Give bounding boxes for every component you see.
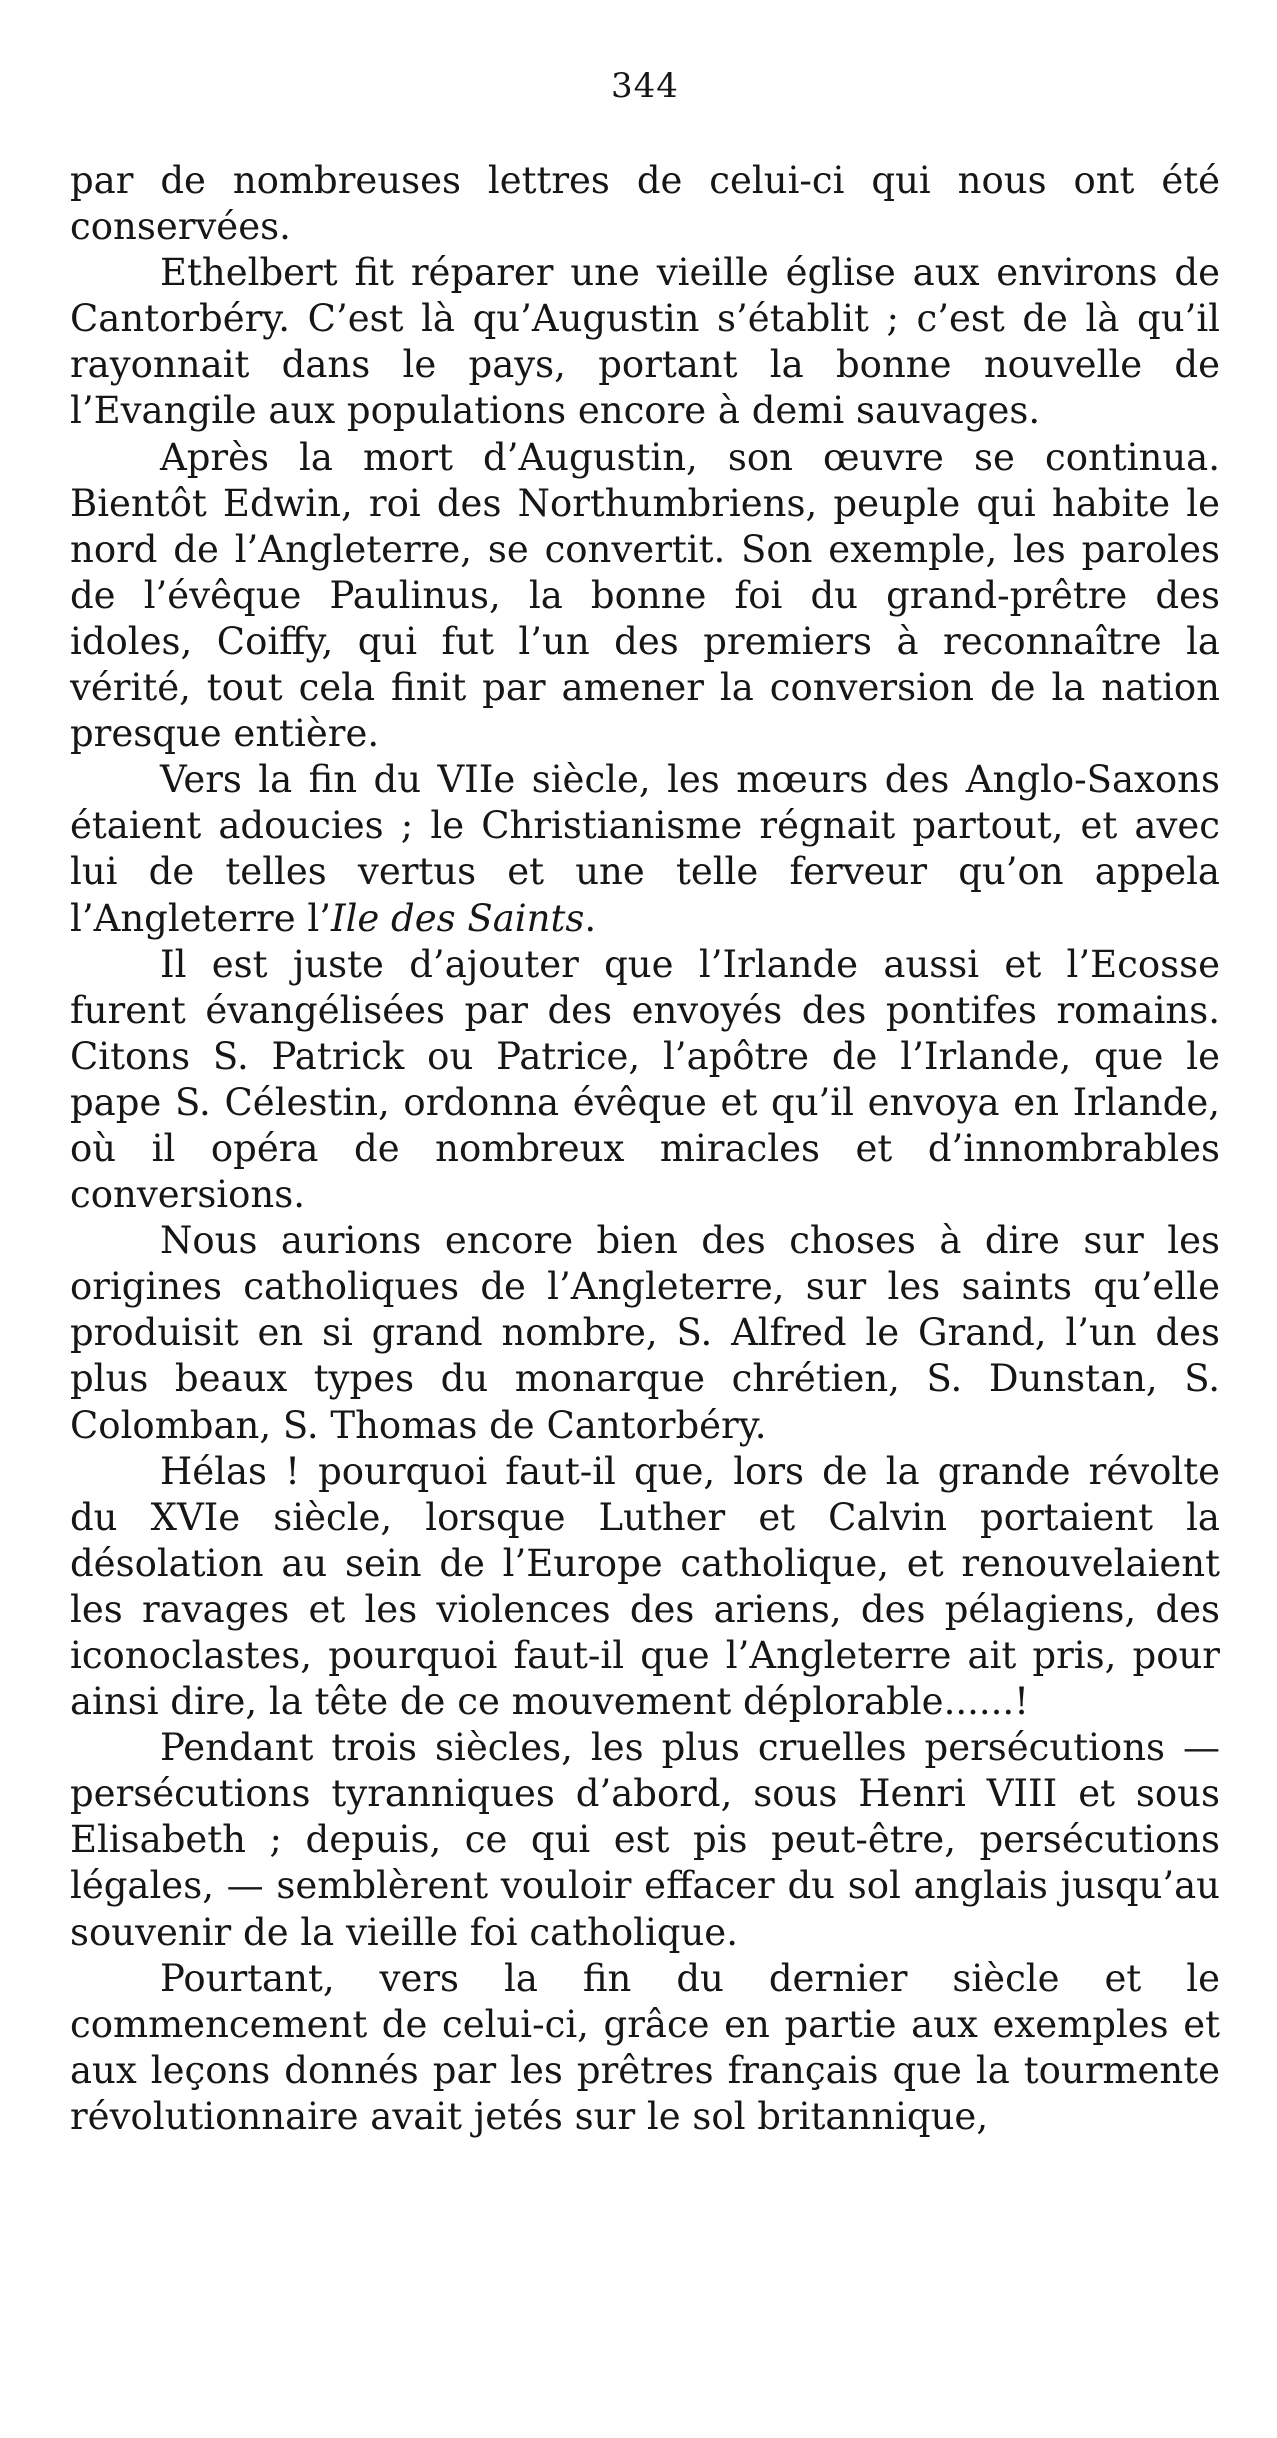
paragraph: Nous aurions encore bien des choses à dire sur les origines catholiques de l’Angleterre, sur les saints qu’elle produisit en si grand nombre, S. Alfred le Grand, l’un des plus beaux types du monarque chrétien, S. Dunstan, S. Colomban, S. Thomas de Cantorbéry. [70, 1219, 1220, 1447]
paragraph [70, 757, 1220, 941]
italic-phrase: Ile des Saints [330, 896, 585, 940]
paragraph: par de nombreuses lettres de celui-ci qui nous ont été conservées. [70, 159, 1220, 249]
paragraph: Ethelbert fit réparer une vieille église aux environs de Cantorbéry. C’est là qu’Augustin s’établit ; c’est de là qu’il rayonnait dans le pays, portant la bonne nouvelle de l’Evangile aux populations encore à demi sauvages. [70, 251, 1220, 433]
paragraph: Il est juste d’ajouter que l’Irlande aussi et l’Ecosse furent évangélisées par des envoyés des pontifes romains. Citons S. Patrick ou Patrice, l’apôtre de l’Irlande, que le pape S. Célestin, ordonna évêque et qu’il envoya en Irlande, où il opéra de nombreux miracles et d’innombrables conversions. [70, 942, 1220, 1217]
paragraph: Pendant trois siècles, les plus cruelles persécutions — persécutions tyranniques d’abord, sous Henri VIII et sous Elisabeth ; depuis, ce qui est pis peut-être, persécutions légales, — semblèrent vouloir effacer du sol anglais jusqu’au souvenir de la vieille foi catholique. [70, 1726, 1220, 1954]
body-text [70, 158, 1220, 2140]
paragraph: Après la mort d’Augustin, son œuvre se continua. Bientôt Edwin, roi des Northumbriens, peuple qui habite le nord de l’Angleterre, se convertit. Son exemple, les paroles de l’évêque Paulinus, la bonne foi du grand-prêtre des idoles, Coiffy, qui fut l’un des premiers à reconnaître la vérité, tout cela finit par amener la conversion de la nation presque entière. [70, 435, 1220, 756]
paragraph: Hélas ! pourquoi faut-il que, lors de la grande révolte du XVIe siècle, lorsque Luther et Calvin portaient la désolation au sein de l’Europe catholique, et renouvelaient les ravages et les violences des ariens, des pélagiens, des iconoclastes, pourquoi faut-il que l’Angleterre ait pris, pour ainsi dire, la tête de ce mouvement déplorable......! [70, 1449, 1220, 1724]
book-page [70, 0, 1220, 2438]
paragraph: Pourtant, vers la fin du dernier siècle et le commencement de celui-ci, grâce en partie aux exemples et aux leçons donnés par les prêtres français que la tourmente révolutionnaire avait jetés sur le sol britannique, [70, 1956, 1220, 2138]
paragraph-text: Vers la fin du VIIe siècle, les mœurs des Anglo-Saxons étaient adoucies ; le Christianisme régnait partout, et avec lui de telles vertus et une telle ferveur qu’on appela l’Angleterre l’ [70, 758, 1220, 940]
paragraph-end: . [584, 896, 597, 940]
page-number: 344 [611, 66, 679, 106]
